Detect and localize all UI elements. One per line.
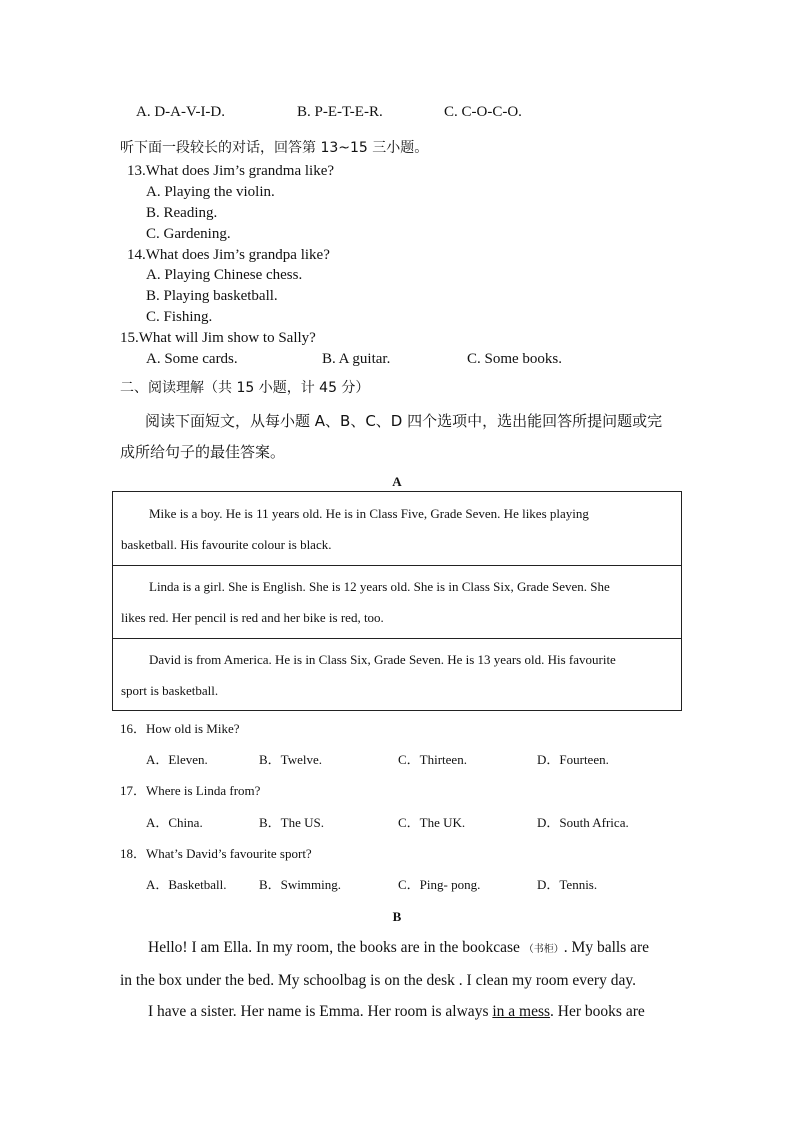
q12-option-a: A. D-A-V-I-D. [136,104,226,120]
q18-option-a: A．Basketball. [146,877,227,892]
q13-option-a: A. Playing the violin. [146,184,275,200]
q13-option-c: C. Gardening. [146,226,231,242]
q13-stem: 13.What does Jim’s grandma like? [127,163,335,179]
passage-b-text [120,932,676,1027]
q14-option-a: A. Playing Chinese chess. [146,267,303,283]
q14-option-b: B. Playing basketball. [146,288,278,304]
q17-option-c: C．The UK. [398,815,466,830]
q16-option-a: A．Eleven. [146,752,208,767]
passage-a-table [112,491,682,711]
row-linda-line1: Linda is a girl. She is English. She is 12 years old. She is in Class Six, Grade Seven. She [149,579,610,594]
row-david-line1: David is from America. He is in Class Six, Grade Seven. He is 13 years old. His favourite [149,652,616,667]
passage-a-row-linda [113,571,681,633]
q12-option-c: C. C-O-C-O. [444,104,522,120]
q13-option-b: B. Reading. [146,205,218,221]
passage-a-row-david [113,644,681,706]
q17-stem: 17．Where is Linda from? [120,783,261,798]
q18-option-d: D．Tennis. [537,877,598,892]
passage-a-label: A [392,474,402,489]
reading-instructions-line2: 成所给句子的最佳答案。 [120,443,286,461]
row-david-line2: sport is basketball. [121,683,219,698]
q18-option-c: C．Ping- pong. [398,877,481,892]
row-divider [113,638,681,639]
bookcase-gloss: （书柜） [523,944,564,955]
q14-option-c: C. Fishing. [146,309,213,325]
reading-instructions-line1: 阅读下面短文，从每小题 A、B、C、D 四个选项中，选出能回答所提问题或完 [145,412,663,430]
q17-option-b: B．The US. [259,815,325,830]
q15-option-b: B. A guitar. [322,351,391,367]
q16-option-b: B．Twelve. [259,752,322,767]
underlined-phrase: in a mess [492,1003,551,1020]
section-heading: 二、阅读理解（共 15 小题，计 45 分） [120,380,370,396]
q15-option-a: A. Some cards. [146,351,238,367]
listening-instructions: 听下面一段较长的对话，回答第 13~15 三小题。 [120,140,429,156]
q18-stem: 18．What’s David’s favourite sport? [120,846,312,861]
q18-option-b: B．Swimming. [259,877,341,892]
q17-option-d: D．South Africa. [537,815,629,830]
q12-option-b: B. P-E-T-E-R. [297,104,383,120]
q15-option-c: C. Some books. [467,351,563,367]
passage-b-paragraph-1: Hello! I am Ella. In my room, the books are in the bookcase （书柜）. My balls are [148,939,650,956]
q14-stem: 14.What does Jim’s grandpa like? [127,247,330,263]
passage-a-row-mike [113,498,681,560]
q16-option-d: D．Fourteen. [537,752,609,767]
row-divider [113,565,681,566]
passage-b-paragraph-1-line-2: in the box under the bed. My schoolbag is on the desk . I clean my room every day. [120,972,636,989]
q16-stem: 16．How old is Mike? [120,721,240,736]
q15-stem: 15.What will Jim show to Sally? [120,330,316,346]
row-mike-line2: basketball. His favourite colour is black. [121,537,332,552]
q16-option-c: C．Thirteen. [398,752,467,767]
row-linda-line2: likes red. Her pencil is red and her bike is red, too. [121,610,384,625]
row-mike-line1: Mike is a boy. He is 11 years old. He is in Class Five, Grade Seven. He likes playing [149,506,589,521]
q17-option-a: A．China. [146,815,203,830]
passage-b-paragraph-2: I have a sister. Her name is Emma. Her room is always in a mess. Her books are [148,1003,645,1020]
passage-b-label: B [392,909,402,924]
